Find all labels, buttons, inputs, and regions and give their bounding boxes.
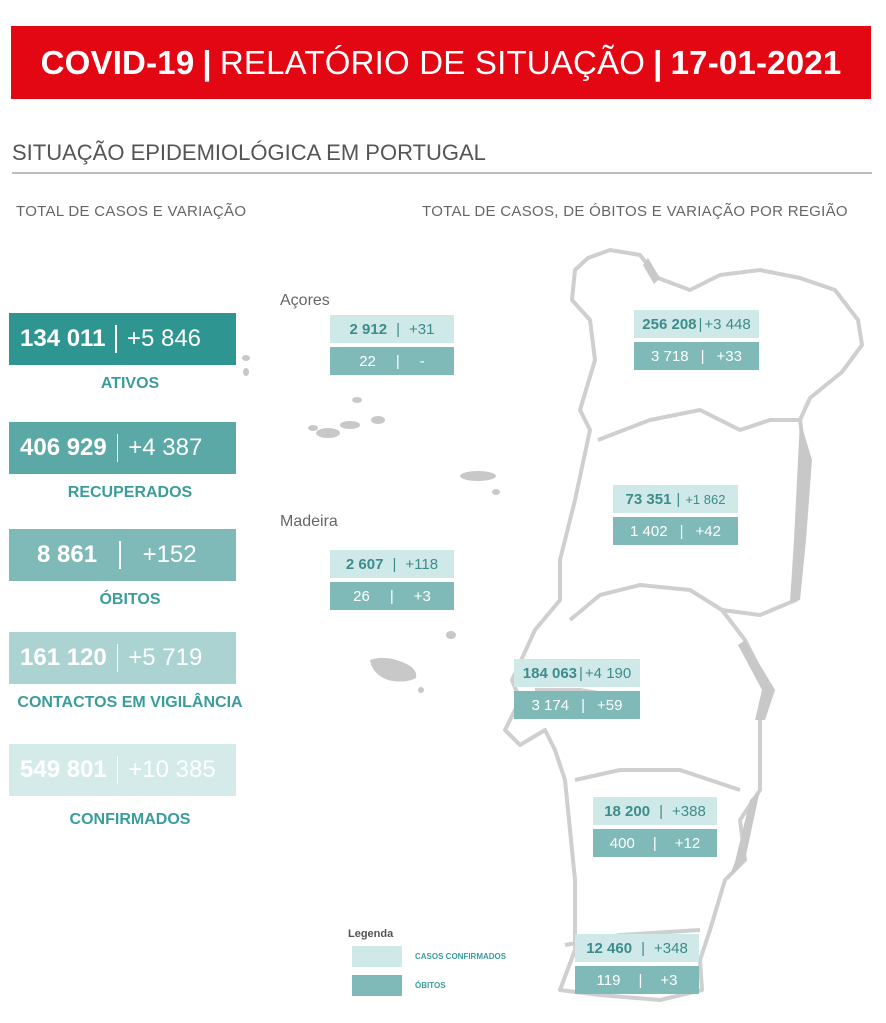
algarve-cases-var: +348 <box>654 939 688 957</box>
value-divider: | <box>638 971 643 989</box>
kpi-divider <box>117 434 119 462</box>
norte-deaths: 3 718 <box>651 347 689 365</box>
legend-label-deaths: ÓBITOS <box>415 981 446 990</box>
norte-deaths-box <box>634 342 759 370</box>
value-divider: | <box>698 315 703 333</box>
kpi-variation: +5 846 <box>126 325 202 352</box>
algarve-cases: 12 460 <box>586 939 633 957</box>
kpi-ativos <box>9 313 236 365</box>
value-divider: | <box>652 834 657 852</box>
kpi-label-contactos: CONTACTOS EM VIGILÂNCIA <box>17 694 243 711</box>
algarve-deaths-var: +3 <box>660 971 678 989</box>
kpi-confirmados <box>9 744 236 796</box>
alentejo-deaths: 400 <box>609 834 635 852</box>
legend-title: Legenda <box>348 928 394 940</box>
acores-cases-box <box>330 315 454 343</box>
kpi-value: 161 120 <box>20 644 107 671</box>
acores-deaths: 22 <box>359 352 376 370</box>
norte-cases-var: +3 448 <box>704 315 751 333</box>
legend-swatch-confirmed <box>352 946 402 967</box>
lisboa-deaths: 3 174 <box>531 696 570 714</box>
alentejo-deaths-var: +12 <box>674 834 701 852</box>
value-divider: | <box>700 347 705 365</box>
kpi-label-obitos: ÓBITOS <box>99 591 161 608</box>
centro-deaths: 1 402 <box>630 522 668 540</box>
kpi-recuperados <box>9 422 236 474</box>
madeira-islands <box>370 631 456 693</box>
section-divider <box>12 172 872 174</box>
value-divider: | <box>389 587 394 605</box>
legend-label-confirmed: CASOS CONFIRMADOS <box>415 952 507 961</box>
value-divider: | <box>659 802 663 820</box>
algarve-deaths: 119 <box>596 971 621 989</box>
value-divider: | <box>581 696 585 714</box>
header-separator: | <box>202 43 212 81</box>
kpi-divider <box>119 541 121 569</box>
madeira-cases: 2 607 <box>345 555 384 573</box>
header-separator: | <box>653 43 663 81</box>
norte-cases: 256 208 <box>642 315 697 333</box>
kpi-obitos <box>9 529 236 581</box>
value-divider: | <box>396 320 400 338</box>
algarve-deaths-box <box>575 966 699 994</box>
value-divider: | <box>676 490 681 508</box>
centro-cases: 73 351 <box>625 490 672 508</box>
acores-cases: 2 912 <box>349 320 388 338</box>
madeira-cases-var: +118 <box>405 555 439 573</box>
kpi-label-recuperados: RECUPERADOS <box>67 484 193 501</box>
value-divider: | <box>395 352 400 370</box>
norte-deaths-var: +33 <box>716 347 742 365</box>
madeira-cases-box <box>330 550 454 578</box>
acores-deaths-box <box>330 347 454 375</box>
alentejo-deaths-box <box>593 829 717 857</box>
right-subtitle: TOTAL DE CASOS, DE ÓBITOS E VARIAÇÃO POR REGIÃO <box>422 203 848 220</box>
alentejo-cases-box <box>593 797 717 825</box>
header-brand: COVID-19 <box>40 43 195 81</box>
kpi-label-ativos: ATIVOS <box>100 375 160 392</box>
kpi-divider <box>117 756 119 784</box>
report-header-banner <box>11 26 871 99</box>
lisboa-cases-box <box>514 659 640 687</box>
madeira-deaths-var: +3 <box>413 587 431 605</box>
kpi-value: 406 929 <box>20 434 107 461</box>
lisboa-deaths-var: +59 <box>597 696 623 714</box>
acores-deaths-var: - <box>419 352 425 370</box>
algarve-cases-box <box>575 934 699 962</box>
acores-label: Açores <box>280 292 330 309</box>
value-divider: | <box>579 664 583 682</box>
lisboa-cases-var: +4 190 <box>584 664 632 682</box>
centro-cases-box <box>613 485 738 513</box>
alentejo-cases-var: +388 <box>672 802 706 820</box>
header-date: 17-01-2021 <box>670 43 842 81</box>
kpi-variation: +10 385 <box>128 756 216 783</box>
madeira-deaths-box <box>330 582 454 610</box>
kpi-divider <box>117 644 119 672</box>
acores-islands <box>242 352 500 495</box>
acores-cases-var: +31 <box>409 320 435 338</box>
kpi-contactos <box>9 632 236 684</box>
madeira-deaths: 26 <box>353 587 370 605</box>
kpi-value: 549 801 <box>20 756 107 783</box>
value-divider: | <box>641 939 645 957</box>
kpi-variation: +152 <box>142 541 197 568</box>
value-divider: | <box>679 522 684 540</box>
kpi-variation: +4 387 <box>128 434 203 461</box>
legend-swatch-deaths <box>352 975 402 996</box>
centro-cases-var: +1 862 <box>685 491 726 507</box>
value-divider: | <box>392 555 397 573</box>
header-title: RELATÓRIO DE SITUAÇÃO <box>219 43 646 81</box>
kpi-divider <box>115 325 117 353</box>
kpi-value: 134 011 <box>20 325 106 352</box>
centro-deaths-var: +42 <box>695 522 721 540</box>
section-title: SITUAÇÃO EPIDEMIOLÓGICA EM PORTUGAL <box>12 140 486 165</box>
left-subtitle: TOTAL DE CASOS E VARIAÇÃO <box>16 203 247 220</box>
lisboa-cases: 184 063 <box>522 664 578 682</box>
centro-deaths-box <box>613 517 738 545</box>
madeira-label: Madeira <box>280 513 338 530</box>
kpi-value: 8 861 <box>37 541 98 568</box>
kpi-label-confirmados: CONFIRMADOS <box>69 811 191 828</box>
norte-cases-box <box>634 310 759 338</box>
lisboa-deaths-box <box>514 691 640 719</box>
kpi-variation: +5 719 <box>128 644 203 671</box>
alentejo-cases: 18 200 <box>604 802 651 820</box>
